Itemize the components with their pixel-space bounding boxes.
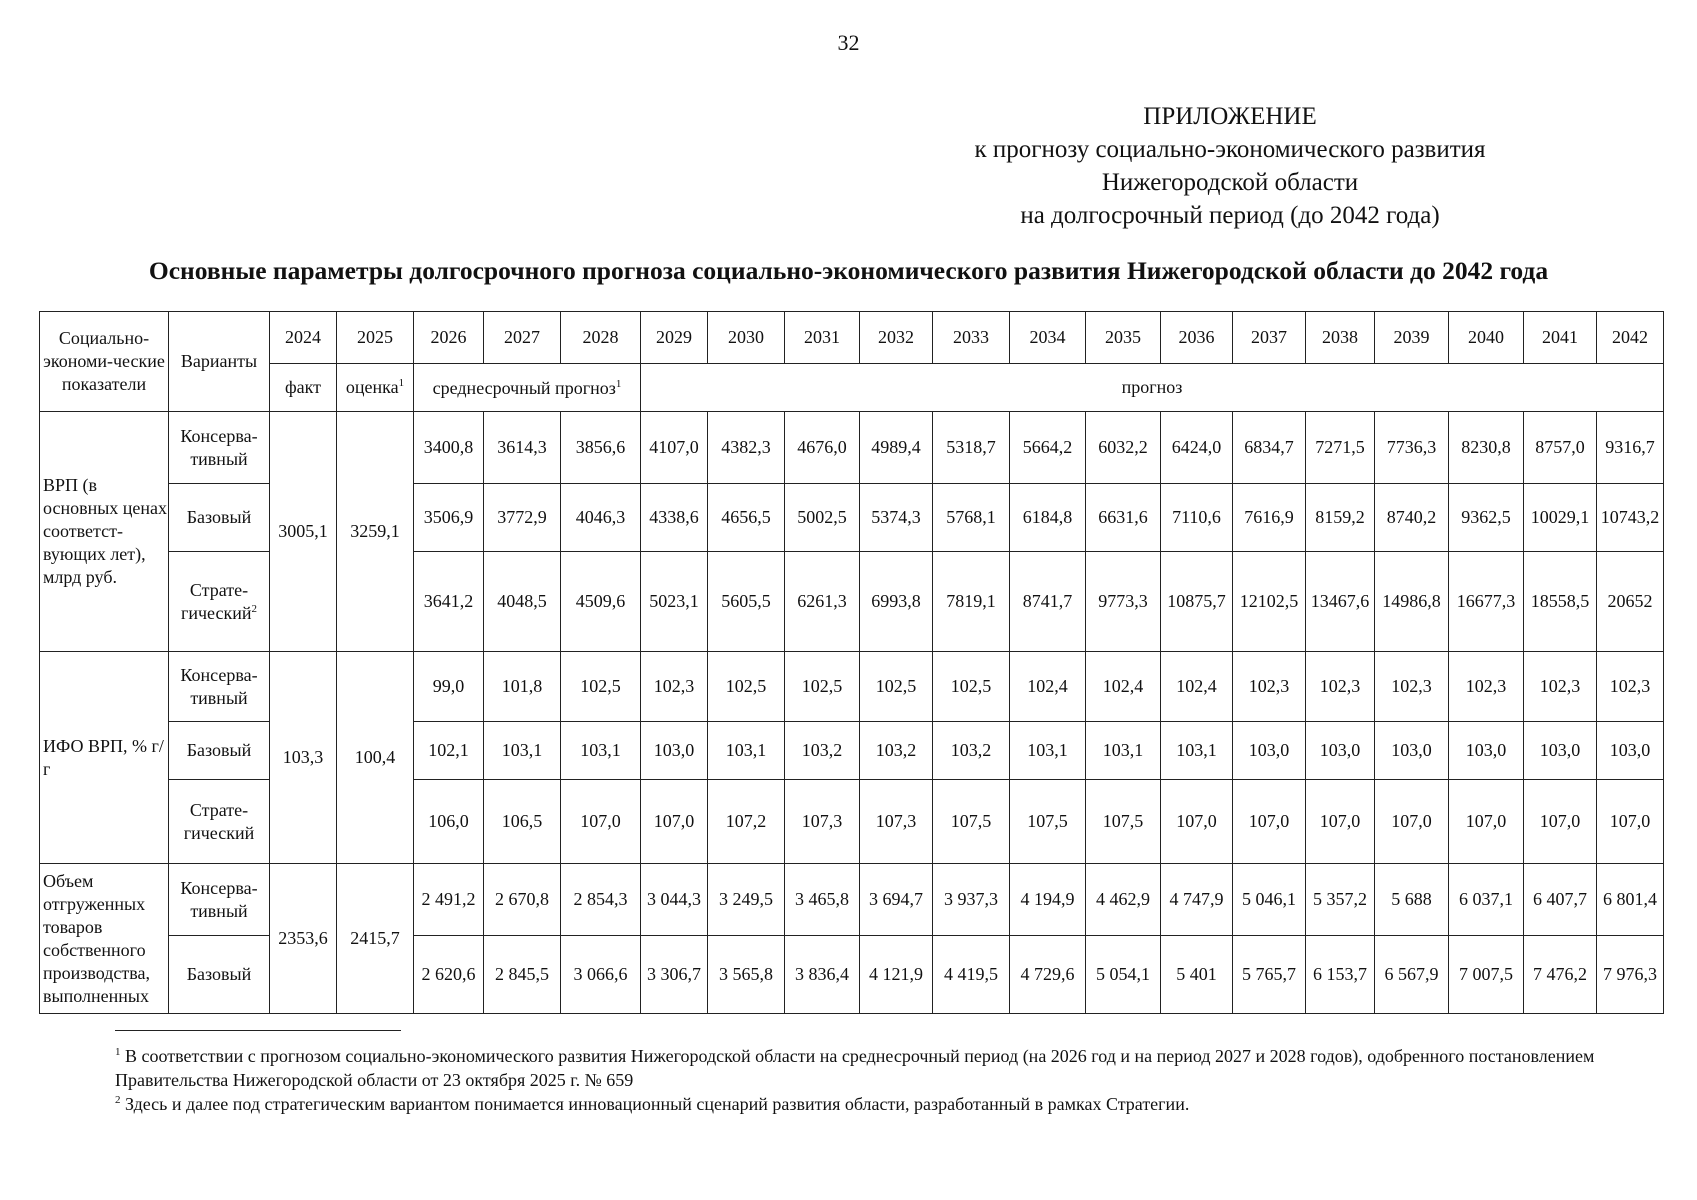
value-cell: 102,5 xyxy=(933,652,1010,722)
footnote-1: $^1$ В соответствии с прогнозом социально-экономического развития Нижегородской области на среднесрочный период (на 2026 год и на период 2027 и 2028 годов), одобренного постановлением Правительства Нижегородской области от 23 октября 2025 г. № 659 xyxy=(115,1046,1595,1090)
year-header: 2033 xyxy=(933,312,1010,364)
value-cell: 3772,9 xyxy=(484,484,561,552)
value-cell: 2 620,6 xyxy=(414,936,484,1014)
value-cell: 103,2 xyxy=(860,722,933,780)
value-cell: 102,4 xyxy=(1161,652,1233,722)
value-cell: 103,1 xyxy=(1161,722,1233,780)
value-cell: 6261,3 xyxy=(785,552,860,652)
value-cell: 107,3 xyxy=(860,780,933,864)
value-cell: 20652 xyxy=(1597,552,1664,652)
variant-cell: Консерва-тивный xyxy=(169,412,270,484)
value-cell: 3 066,6 xyxy=(561,936,641,1014)
value-cell: 6032,2 xyxy=(1086,412,1161,484)
value-cell: 6 801,4 xyxy=(1597,864,1664,936)
fact-value-cell: 2353,6 xyxy=(270,864,337,1014)
value-cell: 107,5 xyxy=(1086,780,1161,864)
value-cell: 4338,6 xyxy=(641,484,708,552)
value-cell: 6184,8 xyxy=(1010,484,1086,552)
value-cell: 107,0 xyxy=(641,780,708,864)
indicator-header: Социально-экономи-ческие показатели xyxy=(40,312,169,412)
value-cell: 7 976,3 xyxy=(1597,936,1664,1014)
value-cell: 102,4 xyxy=(1086,652,1161,722)
table-body xyxy=(40,412,1664,1014)
value-cell: 107,0 xyxy=(1161,780,1233,864)
value-cell: 16677,3 xyxy=(1449,552,1524,652)
value-cell: 5 401 xyxy=(1161,936,1233,1014)
value-cell: 4 194,9 xyxy=(1010,864,1086,936)
value-cell: 103,2 xyxy=(785,722,860,780)
value-cell: 3 465,8 xyxy=(785,864,860,936)
value-cell: 5664,2 xyxy=(1010,412,1086,484)
value-cell: 4509,6 xyxy=(561,552,641,652)
value-cell: 7110,6 xyxy=(1161,484,1233,552)
table-row xyxy=(40,864,1664,936)
period-medium-term: среднесрочный прогноз$^1$ xyxy=(414,364,641,412)
year-header: 2027 xyxy=(484,312,561,364)
value-cell: 13467,6 xyxy=(1306,552,1375,652)
value-cell: 3400,8 xyxy=(414,412,484,484)
value-cell: 107,0 xyxy=(1597,780,1664,864)
value-cell: 5318,7 xyxy=(933,412,1010,484)
footnote-2: $^2$ Здесь и далее под стратегическим вариантом понимается инновационный сценарий развития области, разработанный в рамках Стратегии. xyxy=(115,1094,1190,1114)
value-cell: 6834,7 xyxy=(1233,412,1306,484)
footnote-separator xyxy=(115,1030,401,1031)
appendix-subtitle-1: к прогнозу социально-экономического развития xyxy=(974,136,1486,163)
year-header: 2030 xyxy=(708,312,785,364)
value-cell: 7 007,5 xyxy=(1449,936,1524,1014)
value-cell: 7 476,2 xyxy=(1524,936,1597,1014)
value-cell: 5374,3 xyxy=(860,484,933,552)
value-cell: 6 037,1 xyxy=(1449,864,1524,936)
value-cell: 4 747,9 xyxy=(1161,864,1233,936)
document-title: Основные параметры долгосрочного прогноза социально-экономического развития Нижегородской области до 2042 года xyxy=(148,256,1549,285)
value-cell: 4107,0 xyxy=(641,412,708,484)
year-header: 2038 xyxy=(1306,312,1375,364)
year-header: 2028 xyxy=(561,312,641,364)
value-cell: 2 491,2 xyxy=(414,864,484,936)
value-cell: 6631,6 xyxy=(1086,484,1161,552)
variant-cell: Консерва-тивный xyxy=(169,864,270,936)
value-cell: 102,1 xyxy=(414,722,484,780)
value-cell: 3 836,4 xyxy=(785,936,860,1014)
indicator-cell: ВРП (в основных ценах соответст-вующих лет), млрд руб. xyxy=(40,412,169,652)
value-cell: 3856,6 xyxy=(561,412,641,484)
value-cell: 3 249,5 xyxy=(708,864,785,936)
value-cell: 102,3 xyxy=(1524,652,1597,722)
value-cell: 102,3 xyxy=(641,652,708,722)
years-header-row xyxy=(40,312,1664,364)
year-header: 2040 xyxy=(1449,312,1524,364)
value-cell: 102,3 xyxy=(1375,652,1449,722)
value-cell: 106,5 xyxy=(484,780,561,864)
variant-cell: Страте-гический$^2$ xyxy=(169,552,270,652)
value-cell: 7736,3 xyxy=(1375,412,1449,484)
value-cell: 107,5 xyxy=(933,780,1010,864)
value-cell: 10029,1 xyxy=(1524,484,1597,552)
value-cell: 107,0 xyxy=(1524,780,1597,864)
value-cell: 103,0 xyxy=(1524,722,1597,780)
value-cell: 8740,2 xyxy=(1375,484,1449,552)
fact-value-cell: 3005,1 xyxy=(270,412,337,652)
table-row xyxy=(40,652,1664,722)
value-cell: 6993,8 xyxy=(860,552,933,652)
year-header: 2037 xyxy=(1233,312,1306,364)
value-cell: 18558,5 xyxy=(1524,552,1597,652)
variant-cell: Базовый xyxy=(169,722,270,780)
year-header: 2036 xyxy=(1161,312,1233,364)
indicator-cell: Объем отгруженных товаров собственного производства, выполненных xyxy=(40,864,169,1014)
value-cell: 8159,2 xyxy=(1306,484,1375,552)
value-cell: 103,0 xyxy=(1449,722,1524,780)
value-cell: 107,0 xyxy=(561,780,641,864)
value-cell: 103,0 xyxy=(1597,722,1664,780)
value-cell: 4676,0 xyxy=(785,412,860,484)
value-cell: 103,0 xyxy=(1375,722,1449,780)
value-cell: 5 357,2 xyxy=(1306,864,1375,936)
year-header: 2039 xyxy=(1375,312,1449,364)
value-cell: 5605,5 xyxy=(708,552,785,652)
year-header: 2032 xyxy=(860,312,933,364)
value-cell: 8230,8 xyxy=(1449,412,1524,484)
estimate-value-cell: 100,4 xyxy=(337,652,414,864)
value-cell: 103,1 xyxy=(1086,722,1161,780)
value-cell: 106,0 xyxy=(414,780,484,864)
value-cell: 6424,0 xyxy=(1161,412,1233,484)
period-long-term: прогноз xyxy=(641,364,1664,412)
value-cell: 5023,1 xyxy=(641,552,708,652)
value-cell: 102,3 xyxy=(1449,652,1524,722)
value-cell: 5002,5 xyxy=(785,484,860,552)
appendix-subtitle-3: на долгосрочный период (до 2042 года) xyxy=(1020,202,1440,229)
value-cell: 4 121,9 xyxy=(860,936,933,1014)
value-cell: 3641,2 xyxy=(414,552,484,652)
variant-cell: Консерва-тивный xyxy=(169,652,270,722)
value-cell: 103,1 xyxy=(484,722,561,780)
value-cell: 6 407,7 xyxy=(1524,864,1597,936)
value-cell: 12102,5 xyxy=(1233,552,1306,652)
value-cell: 107,3 xyxy=(785,780,860,864)
value-cell: 3 937,3 xyxy=(933,864,1010,936)
value-cell: 4048,5 xyxy=(484,552,561,652)
value-cell: 10875,7 xyxy=(1161,552,1233,652)
variant-cell: Базовый xyxy=(169,484,270,552)
period-header-row xyxy=(40,364,1664,412)
value-cell: 4989,4 xyxy=(860,412,933,484)
value-cell: 3 044,3 xyxy=(641,864,708,936)
value-cell: 103,2 xyxy=(933,722,1010,780)
value-cell: 103,1 xyxy=(708,722,785,780)
value-cell: 3506,9 xyxy=(414,484,484,552)
appendix-title: ПРИЛОЖЕНИЕ xyxy=(1143,103,1317,130)
year-header: 2035 xyxy=(1086,312,1161,364)
value-cell: 99,0 xyxy=(414,652,484,722)
value-cell: 5 765,7 xyxy=(1233,936,1306,1014)
appendix-header xyxy=(930,100,1530,232)
value-cell: 2 670,8 xyxy=(484,864,561,936)
period-estimate: оценка$^1$ xyxy=(337,364,414,412)
table-row xyxy=(40,412,1664,484)
page-number: 32 xyxy=(837,30,860,55)
value-cell: 102,5 xyxy=(561,652,641,722)
indicator-cell: ИФО ВРП, % г/г xyxy=(40,652,169,864)
value-cell: 14986,8 xyxy=(1375,552,1449,652)
value-cell: 103,1 xyxy=(561,722,641,780)
appendix-subtitle-2: Нижегородской области xyxy=(1101,169,1359,196)
value-cell: 102,5 xyxy=(860,652,933,722)
value-cell: 102,3 xyxy=(1306,652,1375,722)
value-cell: 8757,0 xyxy=(1524,412,1597,484)
estimate-value-cell: 3259,1 xyxy=(337,412,414,652)
value-cell: 4046,3 xyxy=(561,484,641,552)
value-cell: 102,3 xyxy=(1233,652,1306,722)
value-cell: 3614,3 xyxy=(484,412,561,484)
value-cell: 9773,3 xyxy=(1086,552,1161,652)
year-header: 2026 xyxy=(414,312,484,364)
value-cell: 7819,1 xyxy=(933,552,1010,652)
value-cell: 4382,3 xyxy=(708,412,785,484)
value-cell: 2 845,5 xyxy=(484,936,561,1014)
value-cell: 7271,5 xyxy=(1306,412,1375,484)
value-cell: 9362,5 xyxy=(1449,484,1524,552)
value-cell: 4 462,9 xyxy=(1086,864,1161,936)
variants-header: Варианты xyxy=(169,312,270,412)
forecast-table xyxy=(39,311,1664,1014)
value-cell: 5 054,1 xyxy=(1086,936,1161,1014)
value-cell: 4 419,5 xyxy=(933,936,1010,1014)
value-cell: 101,8 xyxy=(484,652,561,722)
value-cell: 107,0 xyxy=(1449,780,1524,864)
year-header: 2029 xyxy=(641,312,708,364)
value-cell: 6 567,9 xyxy=(1375,936,1449,1014)
value-cell: 103,0 xyxy=(1233,722,1306,780)
value-cell: 3 565,8 xyxy=(708,936,785,1014)
value-cell: 107,0 xyxy=(1375,780,1449,864)
value-cell: 107,0 xyxy=(1306,780,1375,864)
value-cell: 6 153,7 xyxy=(1306,936,1375,1014)
value-cell: 107,5 xyxy=(1010,780,1086,864)
value-cell: 3 694,7 xyxy=(860,864,933,936)
value-cell: 5768,1 xyxy=(933,484,1010,552)
value-cell: 4 729,6 xyxy=(1010,936,1086,1014)
value-cell: 3 306,7 xyxy=(641,936,708,1014)
estimate-value-cell: 2415,7 xyxy=(337,864,414,1014)
period-fact: факт xyxy=(270,364,337,412)
year-header: 2031 xyxy=(785,312,860,364)
year-header: 2024 xyxy=(270,312,337,364)
value-cell: 107,2 xyxy=(708,780,785,864)
year-header: 2034 xyxy=(1010,312,1086,364)
value-cell: 4656,5 xyxy=(708,484,785,552)
year-header: 2042 xyxy=(1597,312,1664,364)
year-header: 2025 xyxy=(337,312,414,364)
value-cell: 102,5 xyxy=(708,652,785,722)
value-cell: 8741,7 xyxy=(1010,552,1086,652)
value-cell: 102,3 xyxy=(1597,652,1664,722)
fact-value-cell: 103,3 xyxy=(270,652,337,864)
value-cell: 102,4 xyxy=(1010,652,1086,722)
value-cell: 5 688 xyxy=(1375,864,1449,936)
value-cell: 10743,2 xyxy=(1597,484,1664,552)
value-cell: 7616,9 xyxy=(1233,484,1306,552)
value-cell: 103,0 xyxy=(1306,722,1375,780)
year-header: 2041 xyxy=(1524,312,1597,364)
value-cell: 5 046,1 xyxy=(1233,864,1306,936)
value-cell: 103,0 xyxy=(641,722,708,780)
variant-cell: Базовый xyxy=(169,936,270,1014)
value-cell: 9316,7 xyxy=(1597,412,1664,484)
value-cell: 103,1 xyxy=(1010,722,1086,780)
value-cell: 107,0 xyxy=(1233,780,1306,864)
value-cell: 102,5 xyxy=(785,652,860,722)
variant-cell: Страте-гический xyxy=(169,780,270,864)
value-cell: 2 854,3 xyxy=(561,864,641,936)
